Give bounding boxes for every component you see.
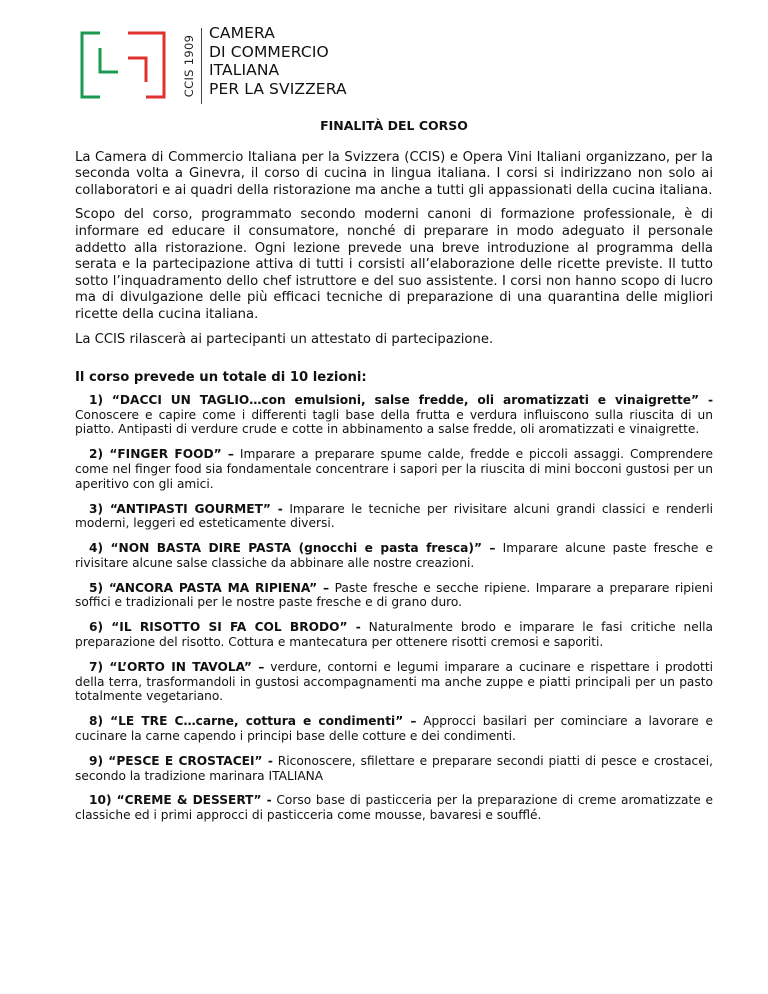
logo-name-line: ITALIANA [209,61,280,79]
lesson-title: 8) “LE TRE C…carne, cottura e condimenti” – [89,714,417,729]
lesson-description: Conoscere e capire come i differenti tagli base della frutta e verdura influiscono sulla riuscita di un piatto. Antipasti di verdure crude e cotte in abbinamento a salse fredde, oli aromatizzati e vinaigrette. [75,407,713,437]
logo-name-line: CAMERA [209,24,275,42]
lesson-item [75,502,713,532]
lesson-item [75,581,713,611]
lesson-item [75,754,713,784]
lesson-description: verdure, contorni e legumi imparare a cucinare e rispettare i prodotti della terra, trasformandoli in gustosi accompagnamenti ma anche zuppe e piatti principali per un pasto totalmente vegetariano. [75,659,713,704]
scope-paragraph: Scopo del corso, programmato secondo moderni canoni di formazione professionale, è di informare ed educare il consumatore, nonché di preparare in modo adeguato il personale addetto alla ristorazione. Ogni lezione prevede una breve introduzione al programma della serata e la partecipazione attiva di tutti i corsisti all’elaborazione delle ricette previste. Il tutto sotto l’inquadramento dello chef istruttore e del suo assistente. I corsi non hanno scopo di lucro ma di divulgazione delle più efficaci tecniche di preparazione di una quarantina delle migliori ricette della cucina italiana. [75,207,713,322]
logo-name-line: PER LA SVIZZERA [209,79,347,98]
lesson-title: 9) “PESCE E CROSTACEI” - [89,753,273,768]
lesson-description: Riconoscere, sfilettare e preparare secondi piatti di pesce e crostacei, secondo la tradizione marinara ITALIANA [75,753,713,783]
document-title: FINALITÀ DEL CORSO [320,118,468,133]
lesson-title: 1) “DACCI UN TAGLIO…con emulsioni, salse fredde, oli aromatizzati e vinaigrette” - [89,392,713,407]
lesson-item [75,793,713,823]
ccis-logo [78,22,368,108]
lesson-description: Imparare le tecniche per rivisitare alcuni grandi classici e renderli moderni, leggeri ed esteticamente diversi. [75,501,713,531]
logo-year [178,26,200,106]
lesson-item [75,541,713,571]
logo-name-line: DI COMMERCIO [209,42,329,61]
lesson-title: 2) “FINGER FOOD” – [89,447,234,462]
lesson-item [75,393,713,437]
logo-name [209,24,347,98]
intro-paragraph: La Camera di Commercio Italiana per la Svizzera (CCIS) e Opera Vini Italiani organizzano, per la seconda volta a Ginevra, il corso di cucina in lingua italiana. I corsi si indirizzano non solo ai collaboratori e ai quadri della ristorazione ma anche a tutti gli appassionati della cucina italiana. [75,149,713,198]
lesson-title: 4) “NON BASTA DIRE PASTA (gnocchi e pasta fresca)” – [89,541,496,556]
lesson-item [75,620,713,650]
lesson-description: Imparare a preparare spume calde, fredde e piccoli assaggi. Comprendere come nel finger food sia fondamentale concentrare i sapori per la riuscita di mini bocconi gustosi per un aperitivo con gli amici. [75,447,713,491]
lesson-description: Naturalmente brodo e imparare le fasi critiche nella preparazione del risotto. Cottura e mantecatura per ottenere risotti cremosi e saporiti. [75,620,713,650]
lesson-title: 7) “L’ORTO IN TAVOLA” – [89,659,265,674]
logo-year-text: CCIS 1909 [182,34,196,98]
lesson-description: Paste fresche e secche ripiene. Imparare a preparare ripieni soffici e tradizionali per le nostre paste fresche e di grano duro. [75,580,713,610]
lesson-title: 6) “IL RISOTTO SI FA COL BRODO” - [89,620,361,635]
ccis-logo-mark-icon [78,30,168,100]
lesson-description: Corso base di pasticceria per la preparazione di creme aromatizzate e classiche ed i primi approcci di pasticceria come mousse, bavaresi e soufflé. [75,793,713,823]
lesson-item [75,714,713,744]
lesson-item [75,447,713,491]
lesson-item [75,660,713,704]
logo-divider [201,28,202,104]
lesson-description: Imparare alcune paste fresche e rivisitare alcune salse classiche da abbinare alle nostre creazioni. [75,541,713,570]
lesson-description: Approcci basilari per cominciare a lavorare e cucinare la carne capendo i principi base delle cotture e dei condimenti. [75,714,714,744]
lesson-title: 10) “CREME & DESSERT” - [89,793,272,808]
document-body [75,118,713,833]
certificate-paragraph: La CCIS rilascerà ai partecipanti un attestato di partecipazione. [75,331,494,347]
lesson-title: 3) “ANTIPASTI GOURMET” - [89,501,283,516]
lesson-title: 5) “ANCORA PASTA MA RIPIENA” – [89,580,330,595]
lessons-heading: Il corso prevede un totale di 10 lezioni: [75,370,367,386]
